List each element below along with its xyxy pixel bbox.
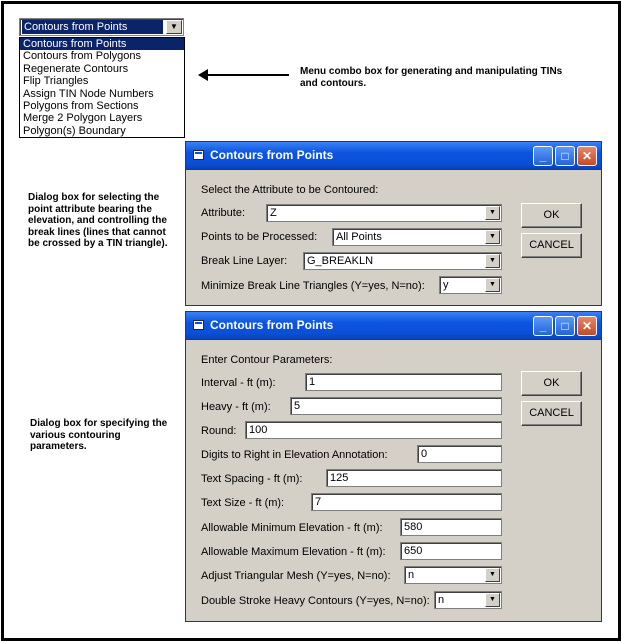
list-item[interactable]: Merge 2 Polygon Layers [23,112,143,125]
double-select[interactable] [434,591,502,609]
adjust-select[interactable] [404,566,502,584]
dialog-title: Contours from Points [210,318,334,332]
window-icon [193,150,204,160]
attribute-label: Attribute: [201,207,246,219]
minimize-label: Minimize Break Line Triangles (Y=yes, N=no): [201,280,425,292]
digits-label: Digits to Right in Elevation Annotation: [201,449,388,461]
dialog1-note: Dialog box for selecting the point attribute bearing the elevation, and controlling the break lines (lines that cannot be crossed by a TIN triangle). [28,192,168,249]
minelev-label: Allowable Minimum Elevation - ft (m): [201,522,383,534]
cancel-button[interactable]: CANCEL [521,401,582,426]
menu-note: Menu combo box for generating and manipulating TINs and contours. [300,66,563,89]
size-field[interactable]: 7 [311,493,502,511]
combo-selected-value: Contours from Points [22,20,163,34]
chevron-down-icon[interactable]: ▼ [166,20,182,34]
attribute-dialog [185,141,602,306]
maxelev-label: Allowable Maximum Elevation - ft (m): [201,546,386,558]
minimize-value: y [443,279,449,291]
menu-combo-box[interactable] [19,18,184,36]
minimize-icon[interactable]: _ [533,316,553,336]
prompt-label: Select the Attribute to be Contoured: [201,184,379,196]
chevron-down-icon[interactable]: ▼ [485,568,500,582]
breakline-value: G_BREAKLN [307,255,374,267]
round-field[interactable]: 100 [245,421,502,439]
chevron-down-icon[interactable]: ▼ [485,206,500,220]
adjust-label: Adjust Triangular Mesh (Y=yes, N=no): [201,570,391,582]
arrow-shaft [205,74,289,76]
attribute-value: Z [270,207,277,219]
prompt-label: Enter Contour Parameters: [201,354,333,366]
cancel-button[interactable]: CANCEL [521,233,582,258]
breakline-select[interactable] [303,252,502,270]
points-value: All Points [336,231,382,243]
combo-dropdown-list [19,37,185,138]
maximize-icon[interactable]: □ [555,316,575,336]
adjust-value: n [408,569,415,581]
round-label: Round: [201,425,237,437]
list-item[interactable]: Polygon(s) Boundary [23,124,126,137]
maxelev-field[interactable]: 650 [400,542,502,560]
minimize-select[interactable] [439,276,502,294]
list-item[interactable]: Contours from Polygons [23,50,141,63]
chevron-down-icon[interactable]: ▼ [485,254,500,268]
heavy-label: Heavy - ft (m): [201,401,271,413]
points-label: Points to be Processed: [201,231,318,243]
dialog-title: Contours from Points [210,148,334,162]
heavy-field[interactable]: 5 [290,397,502,415]
maximize-icon[interactable]: □ [555,146,575,166]
close-icon[interactable]: ✕ [577,316,597,336]
points-select[interactable] [332,228,502,246]
list-item[interactable]: Contours from Points [20,38,184,50]
close-icon[interactable]: ✕ [577,146,597,166]
contour-parameters-dialog [185,311,602,622]
dialog2-note: Dialog box for specifying the various contouring parameters. [30,418,168,452]
double-value: n [438,594,445,606]
spacing-field[interactable]: 125 [326,469,502,487]
interval-label: Interval - ft (m): [201,377,276,389]
interval-field[interactable]: 1 [305,373,502,391]
list-item[interactable]: Flip Triangles [23,75,89,88]
double-label: Double Stroke Heavy Contours (Y=yes, N=no): [201,595,430,607]
attribute-select[interactable] [266,204,502,222]
minelev-field[interactable]: 580 [400,518,502,536]
window-icon [193,320,204,330]
minimize-icon[interactable]: _ [533,146,553,166]
chevron-down-icon[interactable]: ▼ [485,230,500,244]
spacing-label: Text Spacing - ft (m): [201,473,303,485]
list-item[interactable]: Polygons from Sections [23,99,139,112]
ok-button[interactable]: OK [521,203,582,228]
list-item[interactable]: Regenerate Contours [23,62,129,75]
breakline-label: Break Line Layer: [201,255,288,267]
chevron-down-icon[interactable]: ▼ [485,278,500,292]
digits-field[interactable]: 0 [417,445,502,463]
size-label: Text Size - ft (m): [201,497,285,509]
dialog-titlebar[interactable] [186,312,601,340]
ok-button[interactable]: OK [521,371,582,396]
dialog-titlebar[interactable] [186,142,601,170]
list-item[interactable]: Assign TIN Node Numbers [23,87,154,100]
chevron-down-icon[interactable]: ▼ [485,593,500,607]
